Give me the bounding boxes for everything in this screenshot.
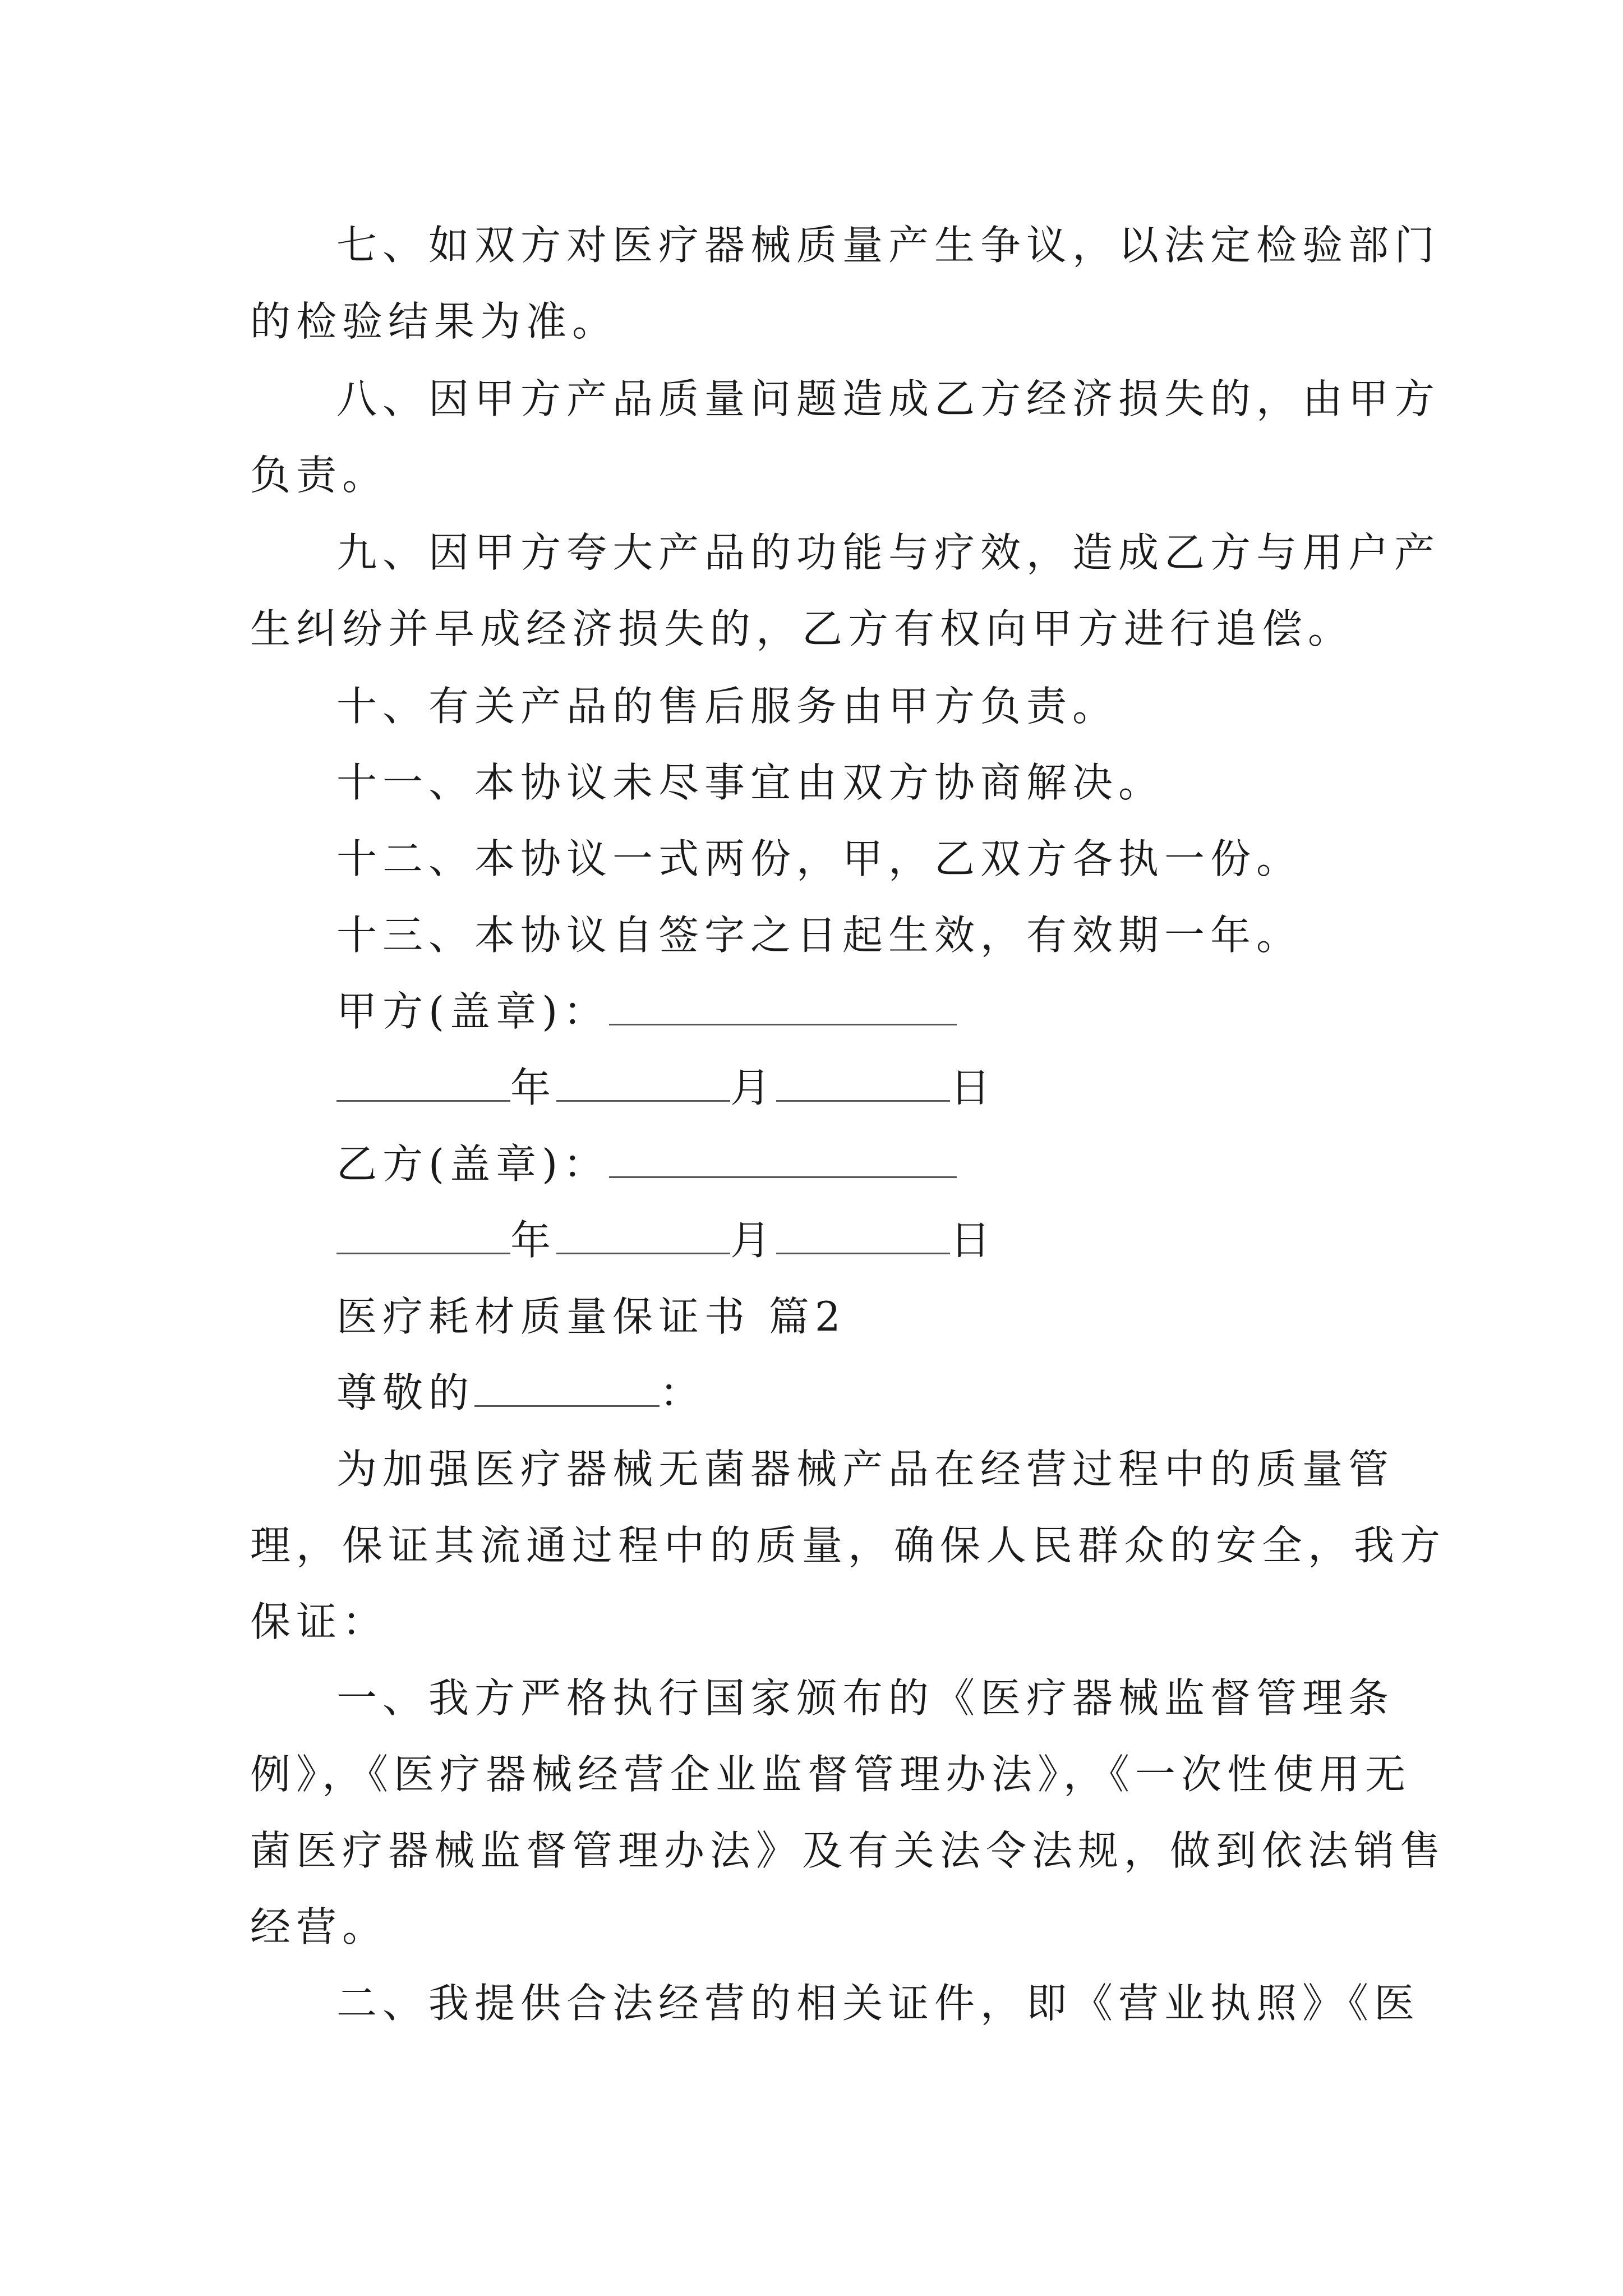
- day-label: 日: [950, 1217, 997, 1264]
- clause-12: 十二、本协议一式两份，甲，乙双方各执一份。: [336, 835, 1303, 882]
- salutation-prefix: 尊敬的: [336, 1369, 475, 1416]
- clause-10: 十、有关产品的售后服务由甲方负责。: [336, 683, 1119, 730]
- clause-8-line-1: 八、因甲方产品质量问题造成乙方经济损失的，由甲方: [336, 375, 1441, 422]
- month-label: 月: [730, 1064, 777, 1111]
- party-a-blank: [609, 983, 957, 1025]
- pledge-1-line-4: 经营。: [250, 1903, 389, 1950]
- section-2-title: 医疗耗材质量保证书 篇2: [336, 1293, 846, 1340]
- party-a-date: [336, 1057, 1623, 1119]
- pledge-1-line-3: 菌医疗器械监督管理办法》及有关法令法规，做到依法销售: [250, 1827, 1446, 1874]
- party-b-month-blank: [556, 1212, 730, 1254]
- clause-9-line-2: 生纠纷并早成经济损失的，乙方有权向甲方进行追偿。: [250, 605, 1354, 652]
- intro-line-1: 为加强医疗器械无菌器械产品在经营过程中的质量管: [336, 1446, 1395, 1493]
- party-a-month-blank: [556, 1060, 730, 1102]
- month-label: 月: [730, 1217, 777, 1264]
- clause-13: 十三、本协议自签字之日起生效，有效期一年。: [336, 912, 1303, 959]
- party-a-label: 甲方(盖章)：: [336, 988, 610, 1035]
- recipient-blank: [474, 1365, 660, 1407]
- intro-line-2: 理，保证其流通过程中的质量，确保人民群众的安全，我方: [250, 1522, 1446, 1569]
- day-label: 日: [950, 1064, 997, 1111]
- clause-7-line-1: 七、如双方对医疗器械质量产生争议，以法定检验部门: [336, 222, 1441, 269]
- clause-11: 十一、本协议未尽事宜由双方协商解决。: [336, 759, 1165, 806]
- clause-8-line-2: 负责。: [250, 452, 389, 499]
- clause-7-line-2: 的检验结果为准。: [250, 298, 619, 345]
- salutation: [336, 1362, 1623, 1424]
- party-a-day-blank: [776, 1060, 950, 1102]
- party-a-signature: [336, 981, 1623, 1042]
- pledge-2-line-1: 二、我提供合法经营的相关证件，即《营业执照》《医: [336, 1980, 1421, 2027]
- pledge-1-line-2: 例》，《医疗器械经营企业监督管理办法》，《一次性使用无: [250, 1751, 1412, 1798]
- clause-9-line-1: 九、因甲方夸大产品的功能与疗效，造成乙方与用户产: [336, 529, 1441, 576]
- party-a-year-blank: [336, 1060, 510, 1102]
- salutation-suffix: ：: [660, 1369, 706, 1416]
- year-label: 年: [510, 1217, 557, 1264]
- party-b-blank: [609, 1136, 957, 1178]
- party-b-signature: [336, 1133, 1623, 1195]
- intro-line-3: 保证：: [250, 1598, 389, 1645]
- party-b-date: [336, 1209, 1623, 1271]
- year-label: 年: [510, 1064, 557, 1111]
- party-b-label: 乙方(盖章)：: [336, 1140, 610, 1188]
- party-b-day-blank: [776, 1212, 950, 1254]
- party-b-year-blank: [336, 1212, 510, 1254]
- pledge-1-line-1: 一、我方严格执行国家颁布的《医疗器械监督管理条: [336, 1674, 1395, 1722]
